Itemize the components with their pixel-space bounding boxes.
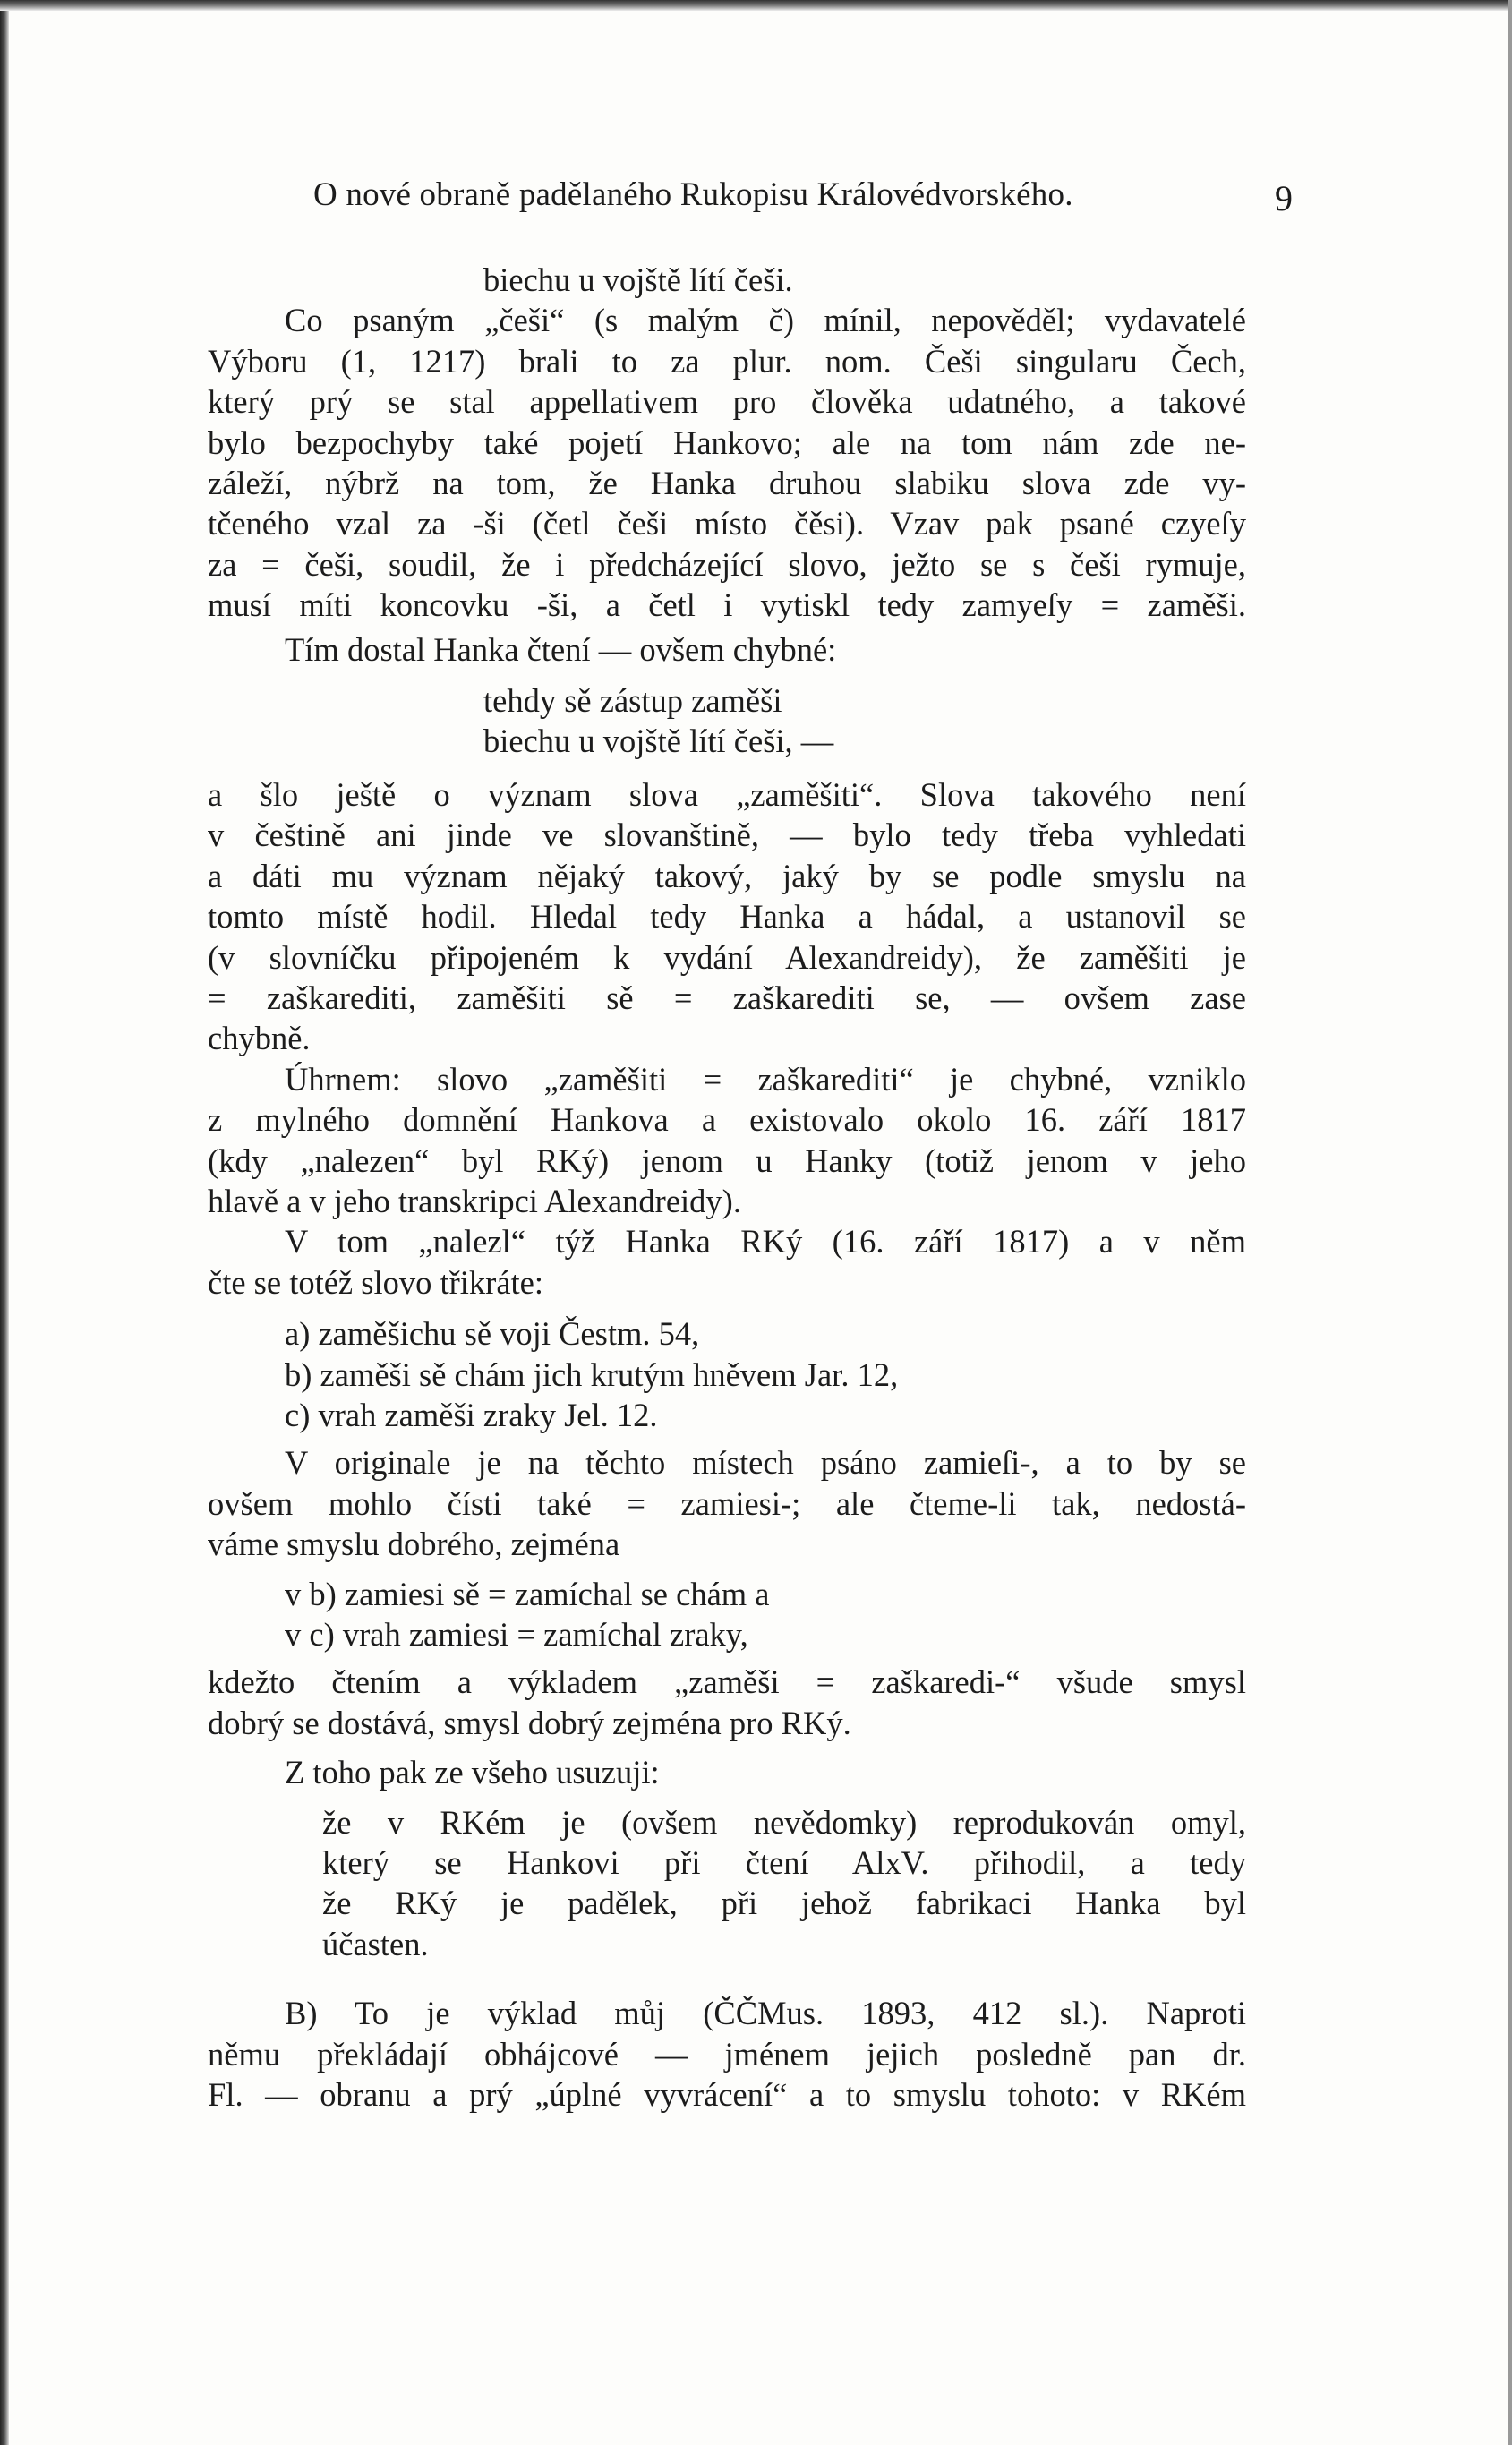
list-item: a) zaměšichu sě voji Čestm. 54, xyxy=(285,1315,700,1353)
paragraph-line: hlavě a v jeho transkripci Alexandreidy). xyxy=(208,1182,741,1219)
list-item: b) zaměši sě chám jich krutým hněvem Jar. 12, xyxy=(285,1355,899,1393)
conclusion-line: že v RKém je (ovšem nevědomky) reprodukován omyl, xyxy=(322,1803,1246,1841)
list-item: v b) zamiesi sě = zamíchal se chám a xyxy=(285,1575,770,1612)
paragraph-line: B) To je výklad můj (ČČMus. 1893, 412 sl.). Naproti xyxy=(285,1995,1246,2032)
scan-edge-top xyxy=(0,0,1512,11)
verse-line: tehdy sě zástup zaměši xyxy=(483,682,782,720)
paragraph-line: dobrý se dostává, smysl dobrý zejména pro RKý. xyxy=(208,1704,851,1741)
paragraph-line: Úhrnem: slovo „zaměšiti = zaškarediti“ je chybné, vzniklo xyxy=(285,1060,1246,1098)
running-header: O nové obraně padělaného Rukopisu Královédvorského. xyxy=(313,176,1073,213)
list-item: c) vrah zaměši zraky Jel. 12. xyxy=(285,1396,658,1433)
paragraph-line: Výboru (1, 1217) brali to za plur. nom. Češi singularu Čech, xyxy=(208,342,1246,380)
body-text xyxy=(208,260,1246,2115)
paragraph-line: (v slovníčku připojeném k vydání Alexandreidy), že zaměšiti je xyxy=(208,938,1246,976)
conclusion-line: účasten. xyxy=(322,1925,429,1962)
paragraph-line: bylo bezpochyby také pojetí Hankovo; ale na tom nám zde ne- xyxy=(208,423,1246,461)
paragraph-line: z mylného domnění Hankova a existovalo okolo 16. září 1817 xyxy=(208,1101,1246,1139)
paragraph-line: Z toho pak ze všeho usuzuji: xyxy=(285,1754,660,1791)
paragraph-line: tčeného vzal za -ši (četl češi místo čěsi). Vzav pak psané czyeſy xyxy=(208,505,1246,543)
paragraph-line: Co psaným „češi“ (s malým č) mínil, nepověděl; vydavatelé xyxy=(285,302,1246,339)
paragraph-line: ovšem mohlo čísti také = zamiesi-; ale čteme-li tak, nedostá- xyxy=(208,1484,1246,1522)
paragraph-line: a dáti mu význam nějaký takový, jaký by se podle smyslu na xyxy=(208,857,1246,894)
paragraph-line: Tím dostal Hanka čtení — ovšem chybné: xyxy=(285,630,837,668)
paragraph-line: V originale je na těchto místech psáno zamieſi-, a to by se xyxy=(285,1444,1246,1482)
page-number: 9 xyxy=(1275,178,1293,218)
conclusion-line: který se Hankovi při čtení AlxV. přihodil, a tedy xyxy=(322,1844,1246,1882)
paragraph-line: (kdy „nalezen“ byl RKý) jenom u Hanky (totiž jenom v jeho xyxy=(208,1141,1246,1179)
scan-edge-left xyxy=(0,0,9,2445)
paragraph-line: v češtině ani jinde ve slovanštině, — bylo tedy třeba vyhledati xyxy=(208,816,1246,854)
paragraph-line: za = češi, soudil, že i předcházející slovo, ježto se s češi rymuje, xyxy=(208,545,1246,583)
paragraph-line: němu překládají obhájcové — jménem jejich posledně pan dr. xyxy=(208,2035,1246,2073)
scan-edge-right xyxy=(1508,0,1512,2445)
paragraph-line: V tom „nalezl“ týž Hanka RKý (16. září 1817) a v něm xyxy=(285,1223,1246,1261)
paragraph-line: Fl. — obranu a prý „úplné vyvrácení“ a to smyslu tohoto: v RKém xyxy=(208,2076,1246,2114)
conclusion-line: že RKý je padělek, při jehož fabrikaci Hanka byl xyxy=(322,1885,1246,1922)
verse-line: biechu u vojště lítí češi, — xyxy=(483,722,834,760)
paragraph-line: = zaškarediti, zaměšiti sě = zaškarediti se, — ovšem zase xyxy=(208,979,1246,1016)
paragraph-line: a šlo ještě o význam slova „zaměšiti“. Slova takového není xyxy=(208,775,1246,813)
paragraph-line: váme smyslu dobrého, zejména xyxy=(208,1526,620,1563)
paragraph-line: chybně. xyxy=(208,1020,311,1057)
paragraph-line: tomto místě hodil. Hledal tedy Hanka a hádal, a ustanovil se xyxy=(208,898,1246,936)
paragraph-line: záleží, nýbrž na tom, že Hanka druhou slabiku slova zde vy- xyxy=(208,465,1246,502)
paragraph-line: který prý se stal appellativem pro člověka udatného, a takové xyxy=(208,383,1246,421)
verse-line: biechu u vojště lítí češi. xyxy=(483,261,793,298)
list-item: v c) vrah zamiesi = zamíchal zraky, xyxy=(285,1616,748,1653)
paragraph-line: čte se totéž slovo třikráte: xyxy=(208,1263,543,1301)
paragraph-line: kdežto čtením a výkladem „zaměši = zaškaredi-“ všude smysl xyxy=(208,1663,1246,1701)
paragraph-line: musí míti koncovku -ši, a četl i vytiskl tedy zamyeſy = zaměši. xyxy=(208,586,1246,624)
